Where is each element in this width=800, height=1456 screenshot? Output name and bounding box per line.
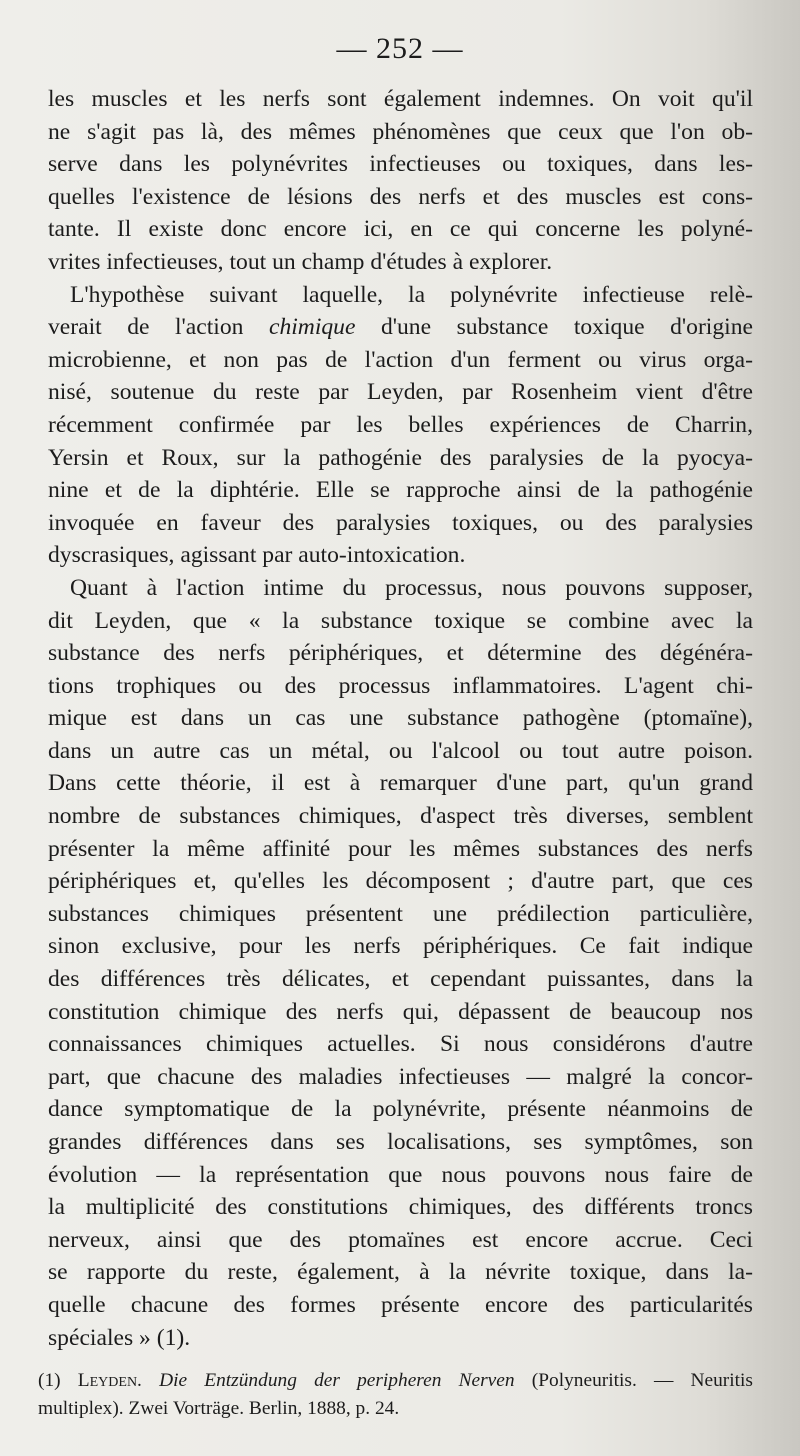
paragraph-2 — [48, 279, 753, 572]
text-line: part, que chacune des maladies infectieuses — malgré la concor- — [48, 1063, 753, 1090]
text-line: Yersin et Roux, sur la pathogénie des paralysies de la pyocya- — [48, 444, 753, 471]
footnote-marker: (1) — [38, 1370, 78, 1391]
text-line: connaissances chimiques actuelles. Si nous considérons d'autre — [48, 1031, 753, 1058]
text-line: mique est dans un cas une substance pathogène (ptomaïne), — [48, 705, 753, 732]
footnote-title: Die Entzündung der peripheren Nerven — [159, 1370, 515, 1391]
text-line: tions trophiques ou des processus inflammatoires. L'agent chi- — [48, 672, 753, 699]
text-line: tante. Il existe donc encore ici, en ce qui concerne les polyné- — [48, 216, 753, 243]
text-line: quelle chacune des formes présente encore des particularités — [48, 1291, 753, 1318]
text-line-with-emphasis — [48, 311, 753, 344]
text-line: L'hypothèse suivant laquelle, la polynévrite infectieuse relè- — [70, 281, 753, 308]
text-line: présenter la même affinité pour les mêmes substances des nerfs — [48, 835, 753, 862]
paragraph-3 — [48, 572, 753, 1354]
text-line: dit Leyden, que « la substance toxique se combine avec la — [48, 607, 753, 634]
page-number: — 252 — — [336, 32, 464, 65]
text-line: récemment confirmée par les belles expériences de Charrin, — [48, 411, 753, 438]
footnote — [38, 1367, 753, 1423]
text-line: périphériques et, qu'elles les décomposent ; d'autre part, que ces — [48, 868, 753, 895]
emphasized-word: chimique — [268, 314, 356, 341]
text-line: nine et de la diphtérie. Elle se rapproche ainsi de la pathogénie — [48, 477, 753, 504]
text-line: se rapporte du reste, également, à la névrite toxique, dans la- — [48, 1259, 753, 1286]
text-line: substances chimiques présentent une prédilection particulière, — [48, 900, 753, 927]
paragraph-1 — [48, 83, 753, 279]
text-line: nisé, soutenue du reste par Leyden, par Rosenheim vient d'être — [48, 379, 753, 406]
text-line: nerveux, ainsi que des ptomaïnes est encore accrue. Ceci — [48, 1226, 753, 1253]
text-line: dyscrasiques, agissant par auto-intoxication. — [48, 542, 466, 569]
text-line: invoquée en faveur des paralysies toxiques, ou des paralysies — [48, 509, 753, 536]
footnote-text: (Polyneuritis. — Neuritis — [514, 1370, 753, 1391]
text-line: dance symptomatique de la polynévrite, présente néanmoins de — [48, 1096, 753, 1123]
text-line: Quant à l'action intime du processus, nous pouvons supposer, — [70, 574, 753, 601]
text-segment: d'une substance toxique d'origine — [355, 314, 753, 341]
text-line: des différences très délicates, et cependant puissantes, dans la — [48, 966, 753, 993]
text-line: sinon exclusive, pour les nerfs périphériques. Ce fait indique — [48, 933, 753, 960]
text-line: substance des nerfs périphériques, et détermine des dégénéra- — [48, 640, 753, 667]
footnote-author: Leyden. — [77, 1370, 142, 1391]
text-line: évolution — la représentation que nous pouvons nous faire de — [48, 1161, 753, 1188]
text-line: Dans cette théorie, il est à remarquer d'une part, qu'un grand — [48, 770, 753, 797]
text-line: la multiplicité des constitutions chimiques, des différents troncs — [48, 1194, 753, 1221]
body-text — [48, 83, 753, 1354]
text-line: vrites infectieuses, tout un champ d'études à explorer. — [48, 248, 553, 275]
text-line: nombre de substances chimiques, d'aspect très diverses, semblent — [48, 803, 753, 830]
text-line: spéciales » (1). — [48, 1324, 191, 1351]
text-line: ne s'agit pas là, des mêmes phénomènes que ceux que l'on ob- — [48, 118, 753, 145]
text-line: constitution chimique des nerfs qui, dépassent de beaucoup nos — [48, 998, 753, 1025]
text-line: serve dans les polynévrites infectieuses ou toxiques, dans les- — [48, 151, 753, 178]
text-line: les muscles et les nerfs sont également indemnes. On voit qu'il — [48, 86, 753, 112]
text-line: dans un autre cas un métal, ou l'alcool ou tout autre poison. — [48, 737, 753, 764]
footnote-line — [38, 1367, 753, 1395]
text-segment: verait de l'action — [48, 314, 269, 341]
text-line: microbienne, et non pas de l'action d'un ferment ou virus orga- — [48, 346, 753, 373]
text-line: grandes différences dans ses localisations, ses symptômes, son — [48, 1129, 753, 1155]
footnote-line: multiplex). Zwei Vorträge. Berlin, 1888, p. 24. — [38, 1398, 400, 1419]
text-line: quelles l'existence de lésions des nerfs et des muscles est cons- — [48, 183, 753, 210]
